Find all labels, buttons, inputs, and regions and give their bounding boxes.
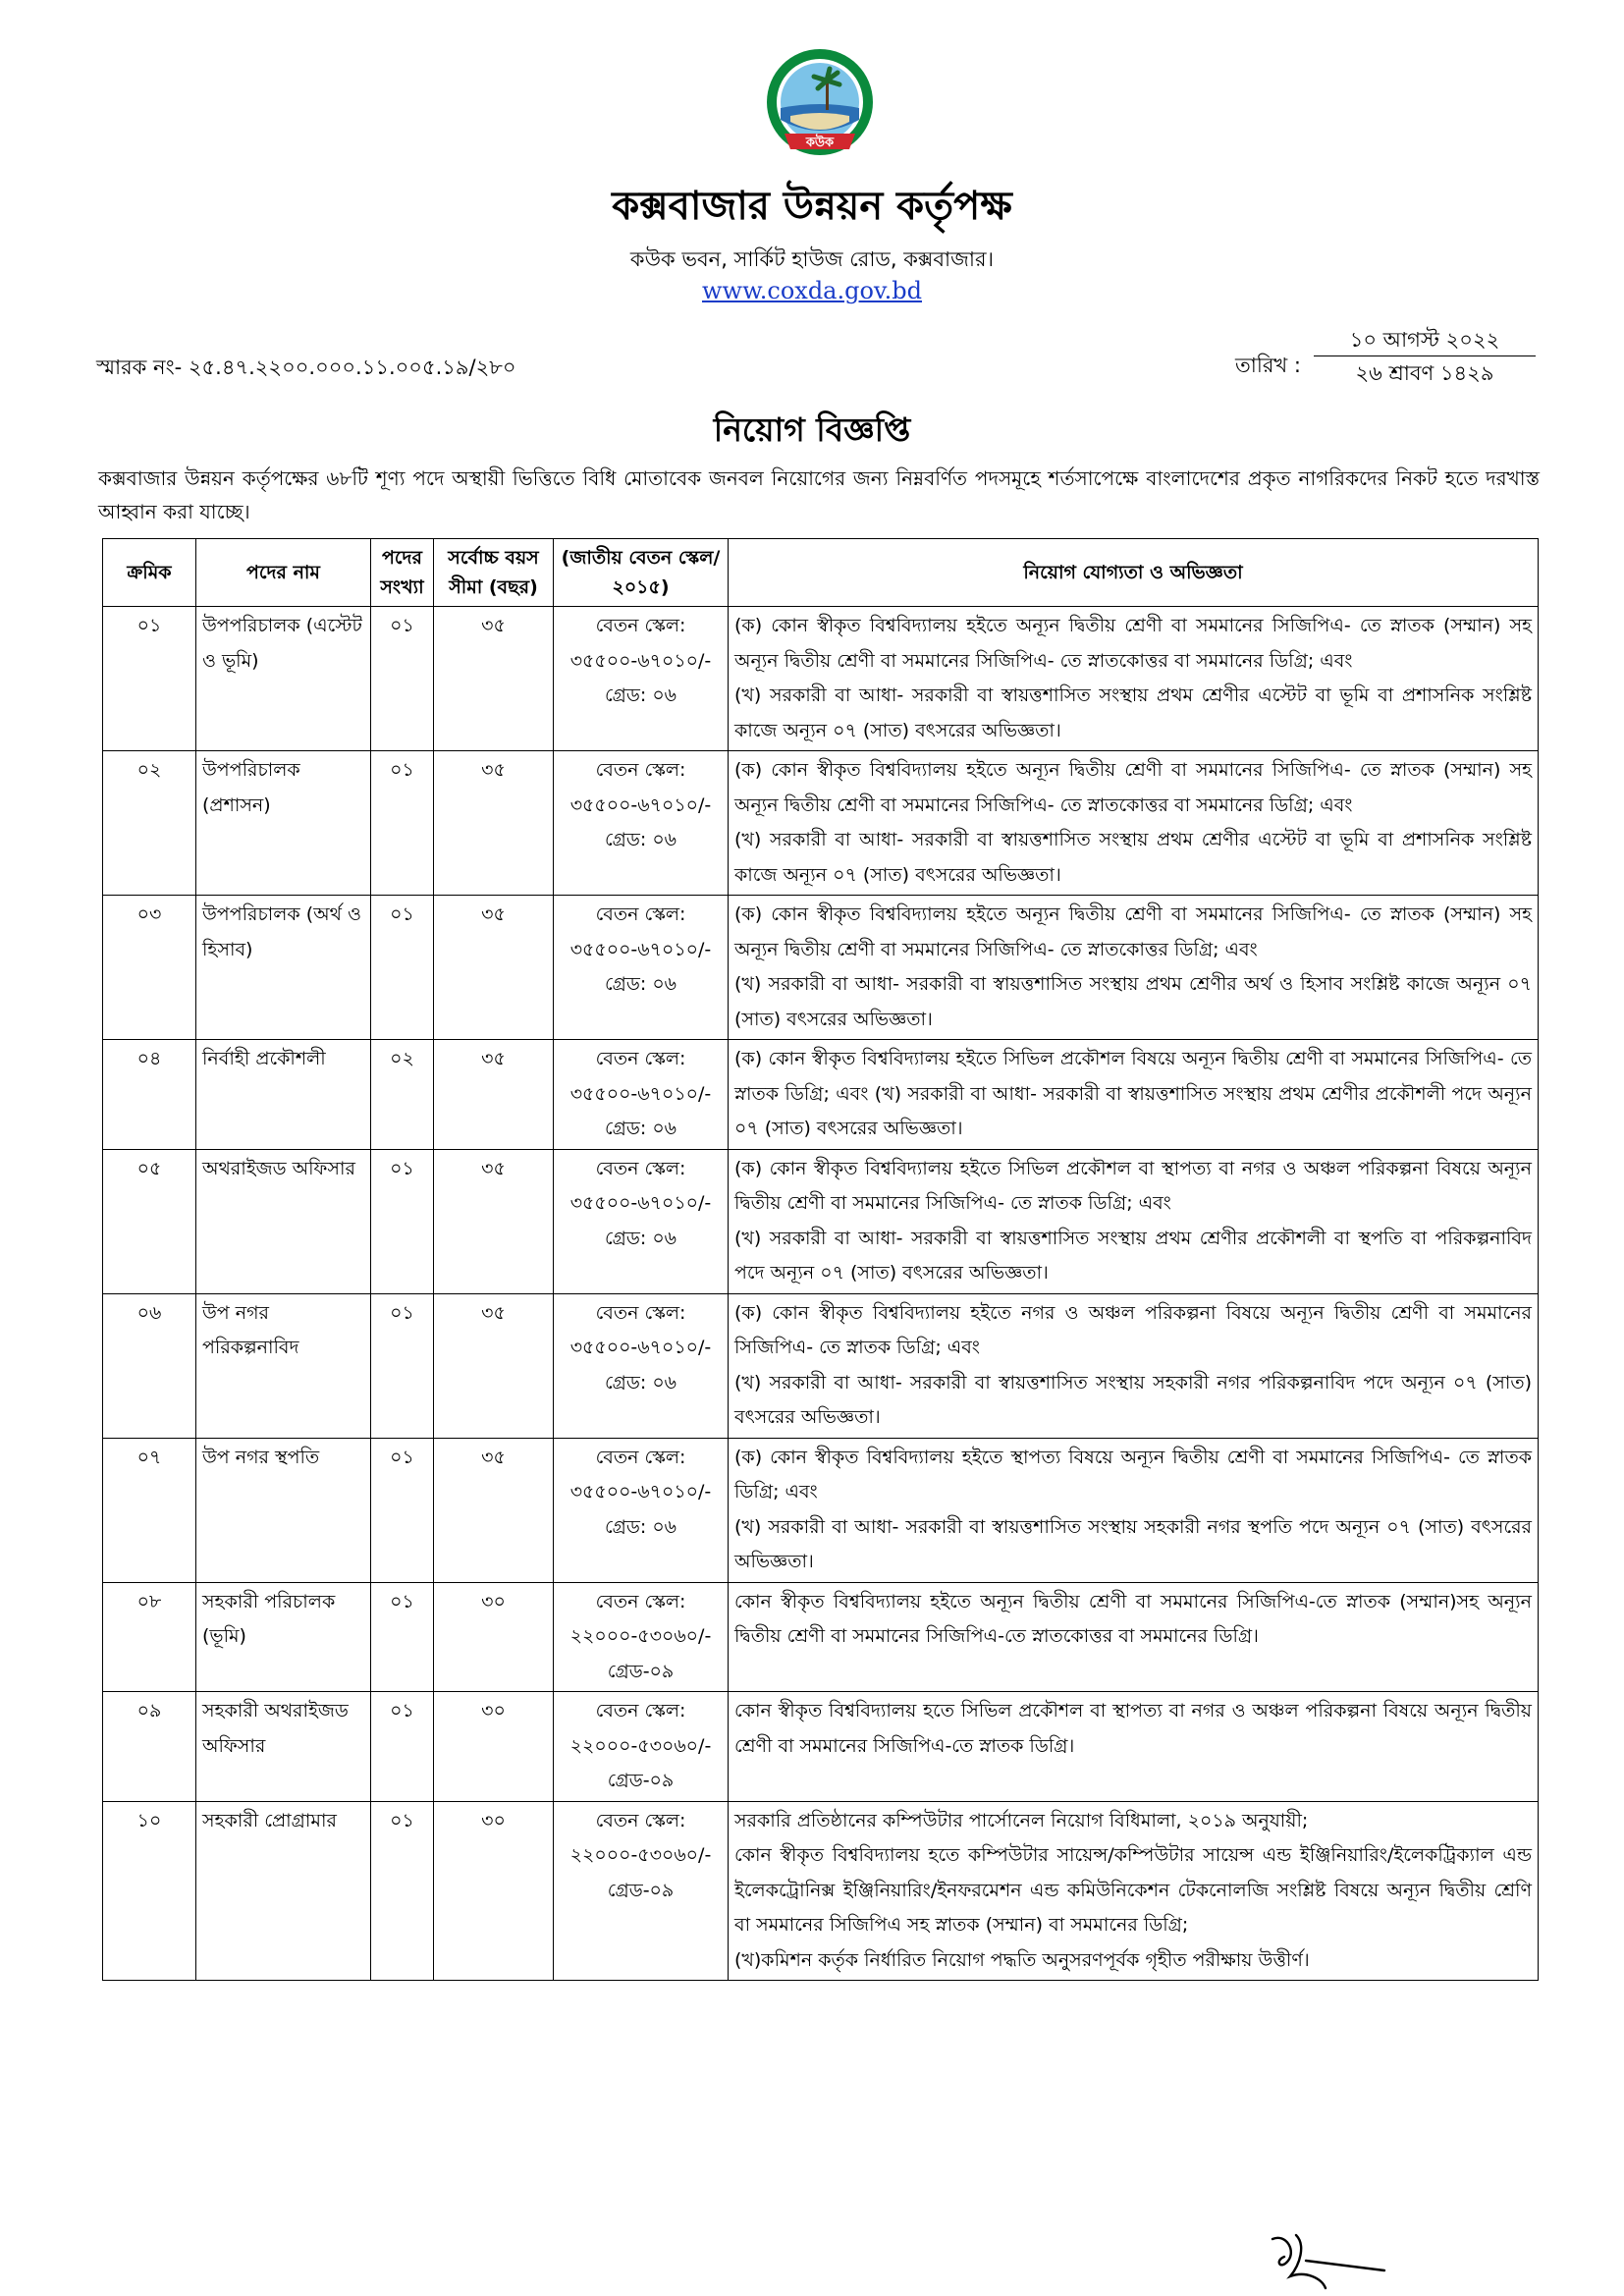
header-max-age: সর্বোচ্চ বয়স সীমা (বছর) — [434, 539, 554, 607]
table-row — [103, 1801, 1539, 1981]
pay-scale-line: বেতন স্কেল: — [595, 1700, 686, 1722]
requirement-paragraph: (খ) সরকারী বা আধা- সরকারী বা স্বায়ত্তশাসিত সংস্থায় সহকারী নগর স্থপতি পদে অন্যূন ০৭ (সাত) বৎসরের অভিজ্ঞতা। — [734, 1515, 1532, 1572]
row-post-name: সহকারী প্রোগ্রামার — [196, 1801, 371, 1981]
requirement-paragraph: (ক) কোন স্বীকৃত বিশ্ববিদ্যালয় হইতে স্থাপত্য বিষয়ে অন্যূন দ্বিতীয় শ্রেণী বা সমমানের সিজিপিএ- তে স্নাতক ডিগ্রি; এবং — [734, 1446, 1532, 1503]
date-label: তারিখ : — [1235, 354, 1301, 377]
cox-da-logo — [765, 47, 875, 157]
requirement-paragraph: (খ) সরকারী বা আধা- সরকারী বা স্বায়ত্তশাসিত সংস্থায় প্রথম শ্রেণীর অর্থ ও হিসাব সংশ্লিষ্ট কাজে অন্যূন ০৭ (সাত) বৎসরের অভিজ্ঞতা। — [734, 973, 1532, 1030]
row-post-name: নির্বাহী প্রকৌশলী — [196, 1040, 371, 1150]
date-gregorian: ১০ আগস্ট ২০২২ — [1314, 324, 1536, 356]
pay-scale-line: গ্রেড-০৯ — [607, 1879, 675, 1901]
header-post-count: পদের সংখ্যা — [371, 539, 434, 607]
pay-scale-line: ৩৫৫০০-৬৭০১০/- — [569, 793, 712, 816]
pay-scale-line: গ্রেড: ০৬ — [604, 829, 677, 850]
requirement-paragraph: (ক) কোন স্বীকৃত বিশ্ববিদ্যালয় হইতে অন্যূন দ্বিতীয় শ্রেণী বা সমমানের সিজিপিএ- তে স্নাতক (সম্মান) সহ অন্যূন দ্বিতীয় শ্রেণী বা সমমানের সিজিপিএ- তে স্নাতকোত্তর বা সমমানের ডিগ্রি; এবং — [734, 759, 1532, 816]
requirement-paragraph: (ক) কোন স্বীকৃত বিশ্ববিদ্যালয় হইতে সিভিল প্রকৌশল বিষয়ে অন্যূন দ্বিতীয় শ্রেণী বা সমমানের সিজিপিএ- তে স্নাতক ডিগ্রি; এবং (খ) সরকারী বা আধা- সরকারী বা স্বায়ত্তশাসিত সংস্থায় প্রথম শ্রেণীর প্রকৌশলী পদে অন্যূন ০৭ (সাত) বৎসরের অভিজ্ঞতা। — [734, 1048, 1532, 1139]
pay-scale-line: ৩৫৫০০-৬৭০১০/- — [569, 938, 712, 960]
row-pay-scale — [554, 1149, 729, 1293]
row-requirements — [729, 1801, 1539, 1981]
date-block — [1314, 324, 1536, 390]
row-max-age: ৩৫ — [434, 1149, 554, 1293]
table-row — [103, 1438, 1539, 1582]
requirement-paragraph: (খ) সরকারী বা আধা- সরকারী বা স্বায়ত্তশাসিত সংস্থায় প্রথম শ্রেণীর এস্টেট বা ভূমি বা প্রশাসনিক সংশ্লিষ্ট কাজে অন্যূন ০৭ (সাত) বৎসরের অভিজ্ঞতা। — [734, 829, 1532, 886]
pay-scale-line: ৩৫৫০০-৬৭০১০/- — [569, 1337, 712, 1358]
row-serial: ০১ — [103, 607, 196, 751]
row-post-name: উপপরিচালক (এস্টেট ও ভূমি) — [196, 607, 371, 751]
table-row — [103, 896, 1539, 1040]
table-row — [103, 1293, 1539, 1438]
row-post-name: সহকারী পরিচালক (ভূমি) — [196, 1582, 371, 1692]
row-post-count: ০১ — [371, 1149, 434, 1293]
pay-scale-line: ২২০০০-৫৩০৬০/- — [569, 1844, 712, 1866]
table-row — [103, 1582, 1539, 1692]
requirement-paragraph: (খ) সরকারী বা আধা- সরকারী বা স্বায়ত্তশাসিত সংস্থায় প্রথম শ্রেণীর প্রকৌশলী বা স্থপতি বা পরিকল্পনাবিদ পদে অন্যূন ০৭ (সাত) বৎসরের অভিজ্ঞতা। — [734, 1227, 1532, 1284]
row-requirements — [729, 1692, 1539, 1802]
row-requirements — [729, 607, 1539, 751]
row-serial: ০২ — [103, 751, 196, 896]
row-pay-scale — [554, 1293, 729, 1438]
row-requirements — [729, 896, 1539, 1040]
pay-scale-line: বেতন স্কেল: — [595, 1048, 686, 1069]
row-serial: ০৯ — [103, 1692, 196, 1802]
row-max-age: ৩৫ — [434, 896, 554, 1040]
pay-scale-line: ৩৫৫০০-৬৭০১০/- — [569, 649, 712, 672]
row-max-age: ৩০ — [434, 1582, 554, 1692]
posts-table — [102, 538, 1539, 1981]
requirement-paragraph: (ক) কোন স্বীকৃত বিশ্ববিদ্যালয় হইতে অন্যূন দ্বিতীয় শ্রেণী বা সমমানের সিজিপিএ- তে স্নাতক (সম্মান) সহ অন্যূন দ্বিতীয় শ্রেণী বা সমমানের সিজিপিএ- তে স্নাতকোত্তর বা সমমানের ডিগ্রি; এবং — [734, 615, 1532, 672]
website-link[interactable]: www.coxda.gov.bd — [701, 277, 922, 304]
website-row — [0, 277, 1624, 304]
requirement-paragraph: (খ)কমিশন কর্তৃক নির্ধারিত নিয়োগ পদ্ধতি অনুসরণপূর্বক গৃহীত পরীক্ষায় উত্তীর্ণ। — [734, 1948, 1310, 1971]
pay-scale-line: বেতন স্কেল: — [595, 1301, 686, 1324]
row-pay-scale — [554, 751, 729, 896]
pay-scale-line: গ্রেড: ০৬ — [604, 1227, 677, 1249]
header-serial: ক্রমিক — [103, 539, 196, 607]
pay-scale-line: ৩৫৫০০-৬৭০১০/- — [569, 1481, 712, 1503]
header-pay-scale: (জাতীয় বেতন স্কেল/২০১৫) — [554, 539, 729, 607]
pay-scale-line: ৩৫৫০০-৬৭০১০/- — [569, 1192, 712, 1214]
row-serial: ০৫ — [103, 1149, 196, 1293]
pay-scale-line: বেতন স্কেল: — [595, 1590, 686, 1613]
row-post-count: ০১ — [371, 896, 434, 1040]
row-max-age: ৩০ — [434, 1801, 554, 1981]
row-pay-scale — [554, 1582, 729, 1692]
table-row — [103, 1692, 1539, 1802]
row-post-count: ০১ — [371, 1801, 434, 1981]
header-post-name: পদের নাম — [196, 539, 371, 607]
organization-name: কক্সবাজার উন্নয়ন কর্তৃপক্ষ — [612, 184, 1012, 229]
row-requirements — [729, 1582, 1539, 1692]
organization-address: কউক ভবন, সার্কিট হাউজ রোড, কক্সবাজার। — [629, 247, 995, 271]
notice-intro: কক্সবাজার উন্নয়ন কর্তৃপক্ষের ৬৮টি শূণ্য পদে অস্থায়ী ভিত্তিতে বিধি মোতাবেক জনবল নিয়োগের জন্য নিম্নবর্ণিত পদসমূহে শর্তসাপেক্ষে বাংলাদেশের প্রকৃত নাগরিকদের নিকট হতে দরখাস্ত আহ্বান করা যাচ্ছে। — [98, 466, 1540, 523]
row-pay-scale — [554, 607, 729, 751]
row-max-age: ৩৫ — [434, 1040, 554, 1150]
pay-scale-line: ২২০০০-৫৩০৬০/- — [569, 1625, 712, 1647]
requirement-paragraph: কোন স্বীকৃত বিশ্ববিদ্যালয় হতে কম্পিউটার সায়েন্স/কম্পিউটার সায়েন্স এন্ড ইঞ্জিনিয়ারিং/ইলেকট্রিক্যাল এন্ড ইলেকট্রোনিক্স ইঞ্জিনিয়ারিং/ইনফরমেশন এন্ড কমিউনিকেশন টেকনোলজি সংশ্লিষ্ট বিষয়ে অন্যূন দ্বিতীয় শ্রেণি বা সমমানের সিজিপিএ সহ স্নাতক (সম্মান) বা সমমানের ডিগ্রি; — [734, 1844, 1532, 1936]
pay-scale-line: বেতন স্কেল: — [595, 759, 686, 781]
pay-scale-line: গ্রেড: ০৬ — [604, 684, 677, 706]
pay-scale-line: বেতন স্কেল: — [595, 1157, 686, 1179]
table-row — [103, 1040, 1539, 1150]
pay-scale-line: বেতন স্কেল: — [595, 615, 686, 636]
pay-scale-line: ৩৫৫০০-৬৭০১০/- — [569, 1082, 712, 1105]
row-post-name: উপপরিচালক (অর্থ ও হিসাব) — [196, 896, 371, 1040]
requirement-paragraph: সরকারি প্রতিষ্ঠানের কম্পিউটার পার্সোনেল নিয়োগ বিধিমালা, ২০১৯ অনুযায়ী; — [734, 1809, 1309, 1831]
logo-text: কউক — [805, 136, 835, 150]
pay-scale-line: বেতন স্কেল: — [595, 1446, 686, 1468]
row-serial: ০৪ — [103, 1040, 196, 1150]
date-bangla: ২৬ শ্রাবণ ১৪২৯ — [1355, 361, 1494, 385]
row-serial: ১০ — [103, 1801, 196, 1981]
row-post-count: ০১ — [371, 751, 434, 896]
requirement-paragraph: (ক) কোন স্বীকৃত বিশ্ববিদ্যালয় হইতে নগর ও অঞ্চল পরিকল্পনা বিষয়ে অন্যূন দ্বিতীয় শ্রেণী বা সমমানের সিজিপিএ- তে স্নাতক ডিগ্রি; এবং — [734, 1301, 1532, 1358]
requirement-paragraph: (ক) কোন স্বীকৃত বিশ্ববিদ্যালয় হইতে অন্যূন দ্বিতীয় শ্রেণী বা সমমানের সিজিপিএ- তে স্নাতক (সম্মান) সহ অন্যূন দ্বিতীয় শ্রেণী বা সমমানের সিজিপিএ- তে স্নাতকোত্তর ডিগ্রি; এবং — [734, 903, 1532, 960]
pay-scale-line: বেতন স্কেল: — [595, 903, 686, 925]
row-max-age: ৩০ — [434, 1692, 554, 1802]
signature — [1267, 2231, 1434, 2292]
row-requirements — [729, 1149, 1539, 1293]
row-post-name: সহকারী অথরাইজড অফিসার — [196, 1692, 371, 1802]
row-requirements — [729, 1293, 1539, 1438]
row-post-count: ০১ — [371, 1293, 434, 1438]
row-max-age: ৩৫ — [434, 1438, 554, 1582]
notice-title: নিয়োগ বিজ্ঞপ্তি — [713, 410, 911, 449]
row-requirements — [729, 1040, 1539, 1150]
row-serial: ০৭ — [103, 1438, 196, 1582]
row-pay-scale — [554, 1692, 729, 1802]
row-serial: ০৩ — [103, 896, 196, 1040]
pay-scale-line: গ্রেড: ০৬ — [604, 1515, 677, 1538]
row-pay-scale — [554, 1438, 729, 1582]
pay-scale-line: গ্রেড: ০৬ — [604, 973, 677, 995]
pay-scale-line: গ্রেড-০৯ — [607, 1660, 675, 1682]
row-requirements — [729, 751, 1539, 896]
row-post-count: ০১ — [371, 1692, 434, 1802]
table-row — [103, 751, 1539, 896]
row-requirements — [729, 1438, 1539, 1582]
pay-scale-line: গ্রেড: ০৬ — [604, 1371, 677, 1394]
row-post-name: উপ নগর স্থপতি — [196, 1438, 371, 1582]
row-post-count: ০১ — [371, 1438, 434, 1582]
memo-number: স্মারক নং- ২৫.৪৭.২২০০.০০০.১১.০০৫.১৯/২৮০ — [96, 355, 516, 379]
row-pay-scale — [554, 896, 729, 1040]
row-post-count: ০১ — [371, 607, 434, 751]
header-requirements: নিয়োগ যোগ্যতা ও অভিজ্ঞতা — [729, 539, 1539, 607]
row-max-age: ৩৫ — [434, 607, 554, 751]
row-serial: ০৮ — [103, 1582, 196, 1692]
requirement-paragraph: কোন স্বীকৃত বিশ্ববিদ্যালয় হইতে অন্যূন দ্বিতীয় শ্রেণী বা সমমানের সিজিপিএ-তে স্নাতক (সম্মান)সহ অন্যূন দ্বিতীয় শ্রেণী বা সমমানের সিজিপিএ-তে স্নাতকোত্তর বা সমমানের ডিগ্রি। — [734, 1590, 1532, 1647]
requirement-paragraph: (ক) কোন স্বীকৃত বিশ্ববিদ্যালয় হইতে সিভিল প্রকৌশল বা স্থাপত্য বা নগর ও অঞ্চল পরিকল্পনা বিষয়ে অন্যূন দ্বিতীয় শ্রেণী বা সমমানের সিজিপিএ- তে স্নাতক ডিগ্রি; এবং — [734, 1157, 1532, 1214]
requirement-paragraph: কোন স্বীকৃত বিশ্ববিদ্যালয় হতে সিভিল প্রকৌশল বা স্থাপত্য বা নগর ও অঞ্চল পরিকল্পনা বিষয়ে অন্যূন দ্বিতীয় শ্রেণী বা সমমানের সিজিপিএ-তে স্নাতক ডিগ্রি। — [734, 1700, 1532, 1757]
row-post-count: ০২ — [371, 1040, 434, 1150]
row-serial: ০৬ — [103, 1293, 196, 1438]
table-header-row — [103, 539, 1539, 607]
table-row — [103, 607, 1539, 751]
pay-scale-line: বেতন স্কেল: — [595, 1809, 686, 1831]
row-post-name: উপ নগর পরিকল্পনাবিদ — [196, 1293, 371, 1438]
row-max-age: ৩৫ — [434, 751, 554, 896]
table-row — [103, 1149, 1539, 1293]
requirement-paragraph: (খ) সরকারী বা আধা- সরকারী বা স্বায়ত্তশাসিত সংস্থায় প্রথম শ্রেণীর এস্টেট বা ভূমি বা প্রশাসনিক সংশ্লিষ্ট কাজে অন্যূন ০৭ (সাত) বৎসরের অভিজ্ঞতা। — [734, 684, 1532, 741]
row-post-count: ০১ — [371, 1582, 434, 1692]
row-post-name: অথরাইজড অফিসার — [196, 1149, 371, 1293]
row-max-age: ৩৫ — [434, 1293, 554, 1438]
pay-scale-line: গ্রেড: ০৬ — [604, 1118, 677, 1139]
pay-scale-line: গ্রেড-০৯ — [607, 1770, 675, 1791]
row-post-name: উপপরিচালক (প্রশাসন) — [196, 751, 371, 896]
row-pay-scale — [554, 1801, 729, 1981]
pay-scale-line: ২২০০০-৫৩০৬০/- — [569, 1734, 712, 1757]
requirement-paragraph: (খ) সরকারী বা আধা- সরকারী বা স্বায়ত্তশাসিত সংস্থায় সহকারী নগর পরিকল্পনাবিদ পদে অন্যূন ০৭ (সাত) বৎসরের অভিজ্ঞতা। — [734, 1371, 1532, 1428]
row-pay-scale — [554, 1040, 729, 1150]
